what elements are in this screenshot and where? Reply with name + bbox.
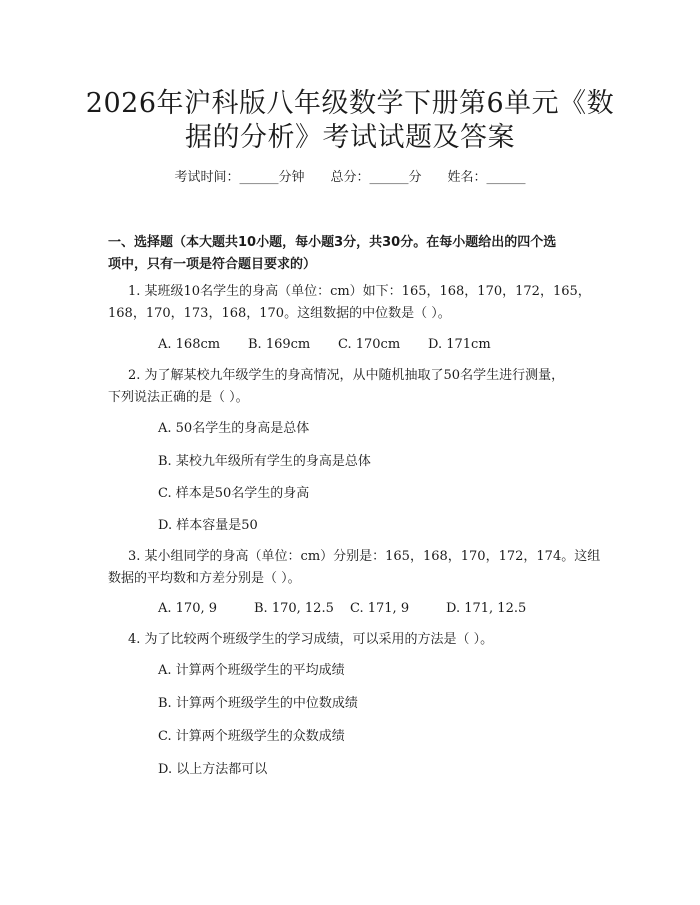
question-2-line-1: 2. 为了解某校九年级学生的身高情况，从中随机抽取了50名学生进行测量，: [128, 368, 565, 383]
document-title-line-1: 2026年沪科版八年级数学下册第6单元《数: [85, 88, 615, 119]
question-4-line-1: 4. 为了比较两个班级学生的学习成绩，可以采用的方法是（ ）。: [128, 632, 494, 647]
question-4-option-b: B. 计算两个班级学生的中位数成绩: [158, 696, 358, 711]
question-2-option-d: D. 样本容量是50: [158, 518, 258, 533]
question-4-option-c: C. 计算两个班级学生的众数成绩: [158, 729, 345, 744]
question-3-line-2: 数据的平均数和方差分别是（ ）。: [108, 571, 301, 586]
question-4-option-d: D. 以上方法都可以: [158, 762, 268, 777]
question-3-option-b: B. 170, 12.5: [254, 601, 334, 616]
question-3-line-1: 3. 某小组同学的身高（单位：cm）分别是：165，168，170，172，174。这组: [128, 549, 601, 564]
question-2-option-a: A. 50名学生的身高是总体: [158, 421, 310, 436]
section-heading-line-2: 项中，只有一项是符合题目要求的）: [108, 257, 317, 272]
question-1-options: [158, 335, 491, 355]
exam-time-field: 考试时间：______分钟: [174, 170, 305, 185]
question-2-option-c: C. 样本是50名学生的身高: [158, 486, 310, 501]
question-3-option-a: A. 170, 9: [158, 601, 218, 616]
exam-info-row: [0, 168, 700, 188]
document-title-line-2: 据的分析》考试试题及答案: [185, 122, 515, 153]
section-heading-line-1: 一、选择题（本大题共10小题，每小题3分，共30分。在每小题给出的四个选: [108, 235, 557, 250]
question-1-option-a: A. 168cm: [158, 337, 221, 352]
student-name-field: 姓名：______: [447, 170, 526, 185]
question-3-options: [158, 599, 526, 619]
question-2-line-2: 下列说法正确的是（ ）。: [108, 390, 249, 405]
question-2-option-b: B. 某校九年级所有学生的身高是总体: [158, 454, 371, 469]
question-1-option-d: D. 171cm: [428, 337, 491, 352]
question-3-option-d: D. 171, 12.5: [446, 601, 527, 616]
question-1-line-1: 1. 某班级10名学生的身高（单位：cm）如下：165，168，170，172，165，: [128, 284, 591, 299]
question-4-option-a: A. 计算两个班级学生的平均成绩: [158, 663, 345, 678]
question-1-option-c: C. 170cm: [338, 337, 401, 352]
question-3-option-c: C. 171, 9: [350, 601, 410, 616]
total-score-field: 总分：______分: [330, 170, 422, 185]
question-1-line-2: 168，170，173，168，170。这组数据的中位数是（ ）。: [108, 306, 451, 321]
question-1-option-b: B. 169cm: [248, 337, 311, 352]
